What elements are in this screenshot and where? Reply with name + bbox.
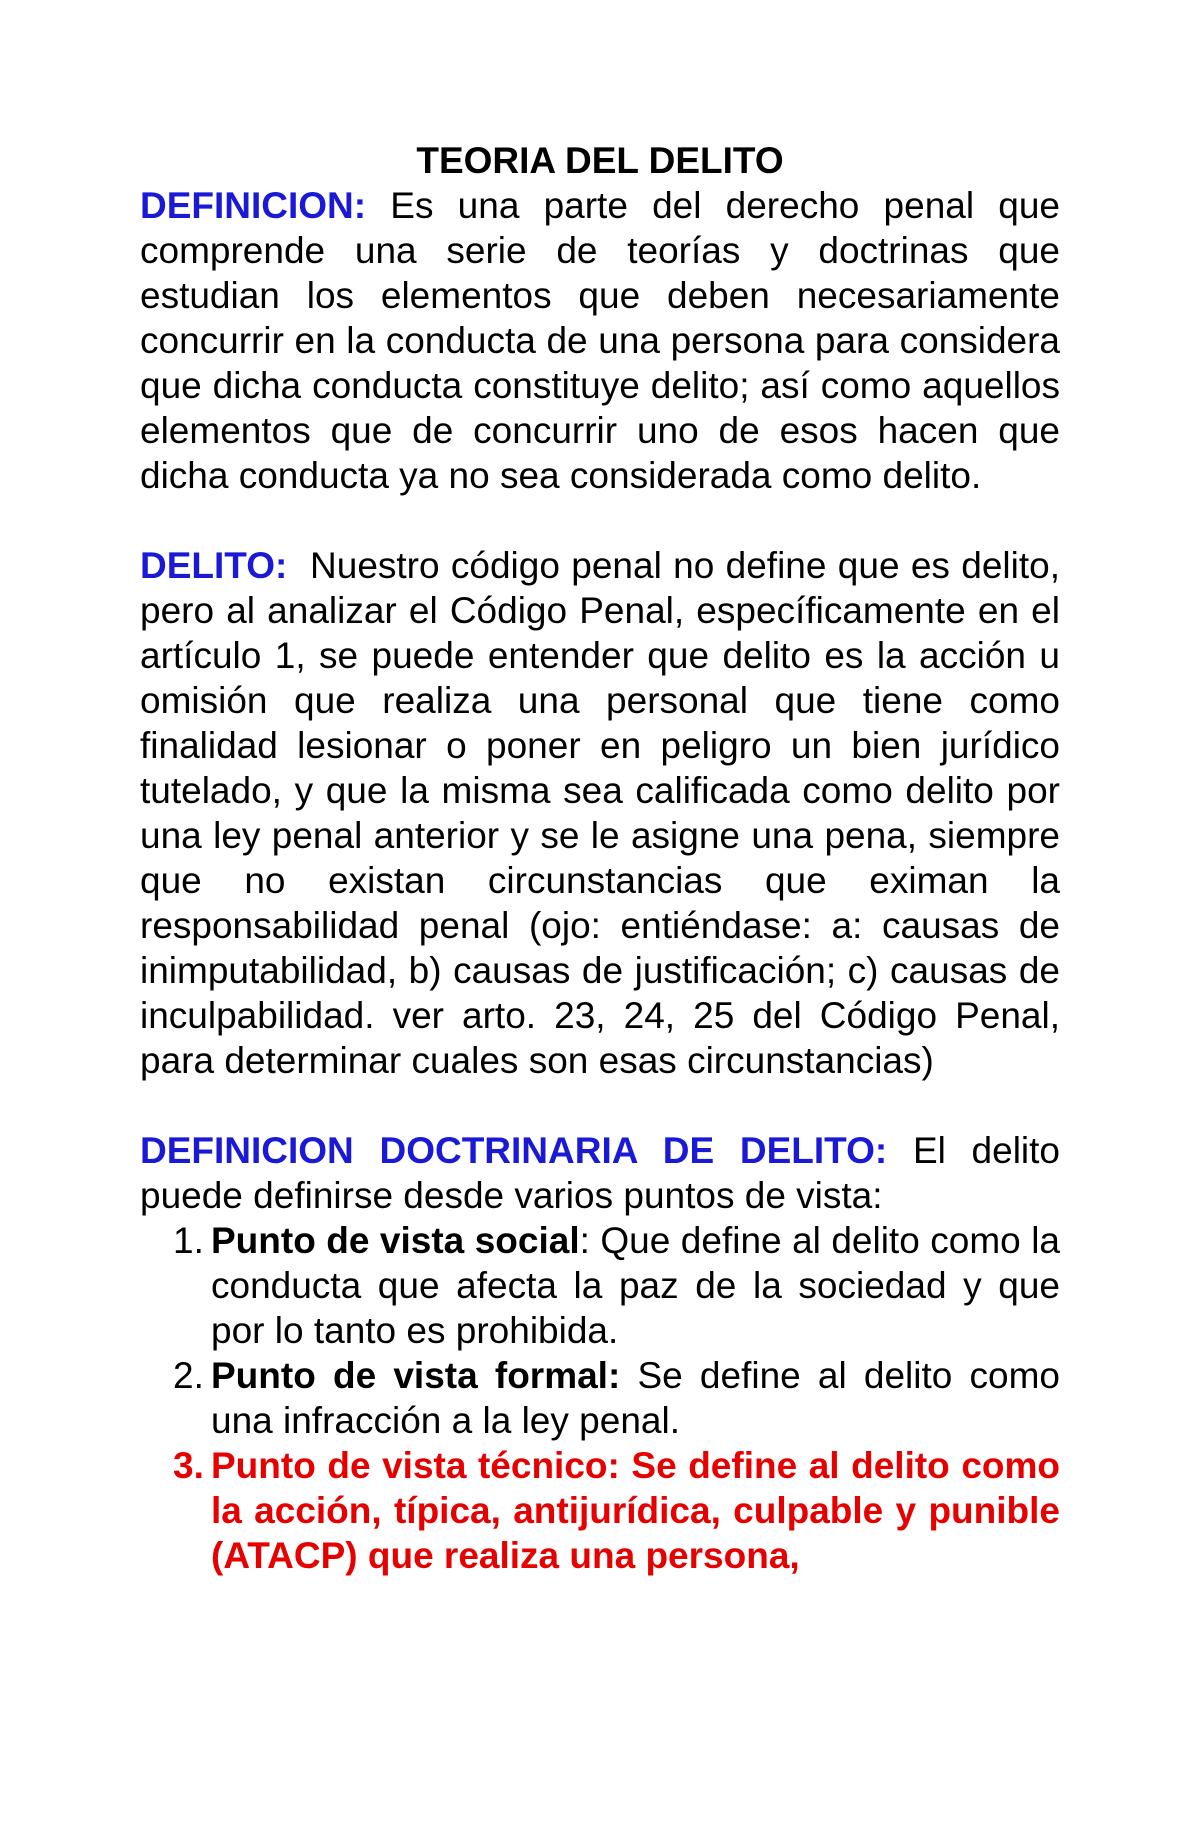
list-item-title: Punto de vista social (211, 1220, 580, 1261)
list-item-number: 3. (173, 1445, 204, 1486)
delito-text: Nuestro código penal no define que es delito, pero al analizar el Código Penal, específicamente en el artículo 1, se puede entender que delito es la acción u omisión que realiza una personal que tiene como finalidad lesionar o poner en peligro un bien jurídico tutelado, y que la misma sea calificada como delito por una ley penal anterior y se le asigne una pena, siempre que no existan circunstancias que eximan la responsabilidad penal (ojo: entiéndase: a: causas de inimputabilidad, b) causas de justificación; c) causas de inculpabilidad. ver arto. 23, 24, 25 del Código Penal, para determinar cuales son esas circunstancias) (140, 545, 1061, 1081)
doctrinaria-label: DEFINICION DOCTRINARIA DE DELITO: (140, 1130, 888, 1171)
list-item-separator: : (579, 1220, 590, 1261)
list-item-text: Se define al delito como una infracción a la ley penal. (211, 1355, 1060, 1441)
list-item-social (140, 1218, 1060, 1353)
list-item-title: Punto de vista formal: (211, 1355, 621, 1396)
doctrinaria-text: El delito puede definirse desde varios puntos de vista: (140, 1130, 1060, 1216)
puntos-de-vista-list (140, 1218, 1060, 1578)
definicion-label: DEFINICION: (140, 185, 367, 226)
list-item-tecnico (140, 1443, 1060, 1578)
list-item-text: Que define al delito como la conducta que afecta la paz de la sociedad y que por lo tanto es prohibida. (211, 1220, 1061, 1351)
list-item-text: Se define al delito como la acción, típica, antijurídica, culpable y punible (ATACP) que realiza una persona, (211, 1445, 1061, 1576)
list-item-number: 2. (173, 1355, 204, 1396)
definicion-paragraph (140, 183, 1060, 498)
delito-label: DELITO: (140, 545, 288, 586)
definicion-text: Es una parte del derecho penal que comprende una serie de teorías y doctrinas que estudian los elementos que deben necesariamente concurrir en la conducta de una persona para considera que dicha conducta constituye delito; así como aquellos elementos que de concurrir uno de esos hacen que dicha conducta ya no sea considerada como delito. (140, 185, 1060, 496)
list-item-number: 1. (173, 1220, 204, 1261)
list-item-formal (140, 1353, 1060, 1443)
doctrinaria-paragraph (140, 1128, 1060, 1218)
page-title: TEORIA DEL DELITO (416, 140, 784, 181)
delito-paragraph (140, 543, 1060, 1083)
list-item-title: Punto de vista técnico: (211, 1445, 620, 1486)
